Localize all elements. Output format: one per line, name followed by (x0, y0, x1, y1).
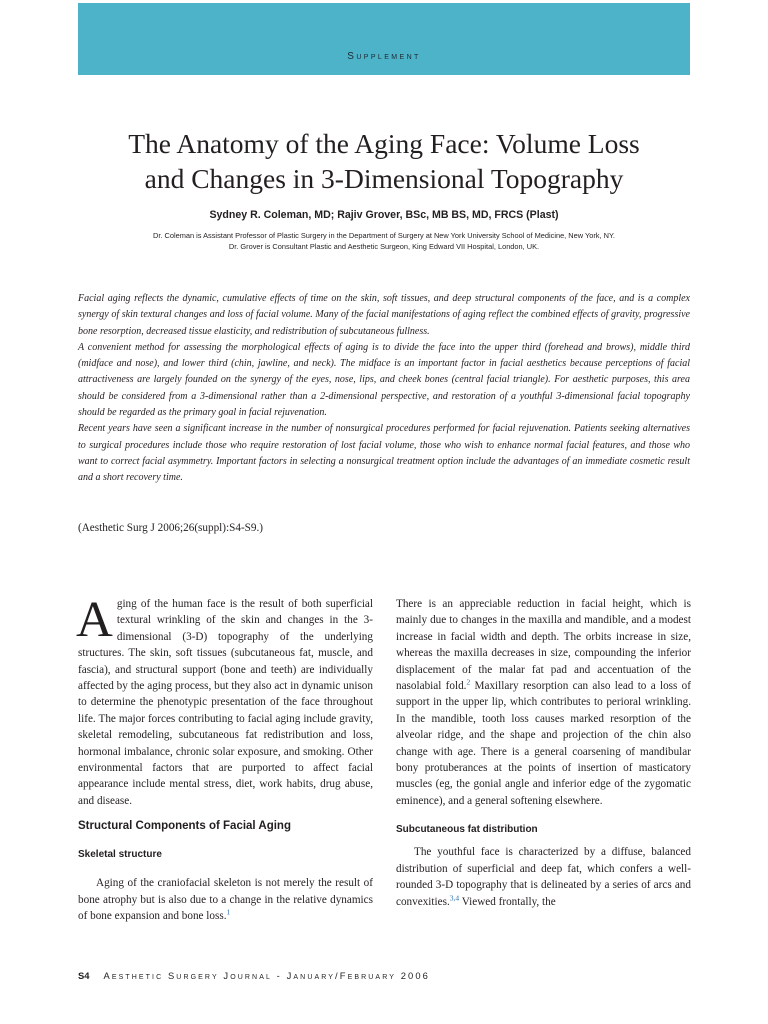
drop-cap: A (76, 592, 113, 648)
skeletal-paragraph-continued (396, 596, 691, 809)
fat-paragraph (396, 844, 691, 910)
abstract (78, 291, 690, 487)
skeletal-paragraph (78, 875, 373, 924)
author-list: Sydney R. Coleman, MD; Rajiv Grover, BSc, MB BS, MD, FRCS (Plast) (209, 209, 559, 221)
abstract-paragraph: A convenient method for assessing the morphological effects of aging is to divide the face into the upper third (forehead and brows), middle third (midface and nose), and lower third (chin, jawline, and neck). The midface is an important factor in facial aesthetics because perceptions of facial attractiveness are largely founded on the synergy of the eyes, nose, lips, and cheek bones (central facial triangle). For aesthetic purposes, this area should be considered from a 3-dimensional rather than a 2-dimensional perspective, and restoration of a youthful 3-dimensional facial topography should be regarded as the primary goal in facial rejuvenation. (78, 341, 690, 419)
reference-link[interactable]: 3,4 (449, 892, 460, 902)
section-label: Supplement (347, 51, 421, 62)
skeletal-text: Aging of the craniofacial skeleton is not merely the result of bone atrophy but is also due to a change in the relative dynamics of bone expansion and bone loss. (78, 877, 373, 923)
page-footer (78, 970, 430, 981)
title-line-2: and Changes in 3-Dimensional Topography (144, 163, 624, 194)
intro-paragraph (76, 592, 373, 809)
citation: (Aesthetic Surg J 2006;26(suppl):S4-S9.) (78, 522, 264, 534)
paragraph-text: There is an appreciable reduction in facial height, which is mainly due to changes in the maxilla and mandible, and a modest increase in facial width and depth. The orbits increase in size, whereas the maxilla decreases in size, compounding the inferior displacement of the malar fat pad and accentuation of the nasolabial fold. (396, 598, 691, 693)
journal-name: Aesthetic Surgery Journal - January/February 2006 (103, 970, 430, 981)
affiliation-coleman: Dr. Coleman is Assistant Professor of Plastic Surgery in the Department of Surgery at New York University School of Medicine, New York, NY. (153, 231, 615, 240)
reference-link[interactable]: 2 (466, 677, 471, 687)
subheading-skeletal: Skeletal structure (78, 849, 162, 861)
body-column-right (396, 596, 691, 910)
affiliation-grover: Dr. Grover is Consultant Plastic and Aesthetic Surgeon, King Edward VII Hospital, London, UK. (228, 242, 540, 251)
section-heading: Structural Components of Facial Aging (78, 820, 291, 833)
body-column-left (76, 592, 373, 925)
title-line-1: The Anatomy of the Aging Face: Volume Loss (128, 128, 640, 159)
page-number: S4 (78, 970, 90, 981)
reference-link[interactable]: 1 (226, 907, 231, 917)
abstract-paragraph: Recent years have seen a significant increase in the number of nonsurgical procedures performed for facial rejuvenation. Patients seeking alternatives to surgical procedures include those who require restoration of lost facial volume, those who wish to enhance normal facial features, and those who want to correct facial asymmetry. Important factors in selecting a nonsurgical treatment option include the advantages of an immediate cosmetic result and a short recovery time. (78, 423, 690, 484)
subheading-fat: Subcutaneous fat distribution (396, 824, 538, 836)
intro-text: ging of the human face is the result of both superficial textural wrinkling of the skin and changes in the 3-dimensional (3-D) topography of the underlying structures. The skin, soft tissues (subcutaneous fat, muscle, and fascia), and structural support (bone and teeth) are individually affected by the aging process, but they also act in dynamic unison to determine the phenotypic presentation of the face throughout life. The major forces contributing to facial aging include gravity, skeletal remodeling, subcutaneous fat redistribution and loss, hormonal imbalance, chronic solar exposure, and smoking. Other environmental factors that are purported to affect facial appearance include mental stress, diet, work habits, drug abuse, and disease. (78, 598, 373, 807)
paragraph-text: Viewed frontally, the (459, 895, 556, 908)
article-title (60, 126, 708, 196)
paragraph-text: Maxillary resorption can also lead to a loss of support in the upper lip, which contributes to perioral wrinkling. In the mandible, tooth loss causes marked resorption of the alveolar ridge, and the shape and projection of the chin also change with age. There is a general coarsening of mandibular bony protuberances at the points of insertion of masticatory muscles (eg, the gonial angle and inferior edge of the zygomatic eminence), and a general softening elsewhere. (396, 680, 691, 807)
paragraph-text: The youthful face is characterized by a diffuse, balanced distribution of superficial and deep fat, which confers a well-rounded 3-D topography that is delineated by a series of arcs and convexities. (396, 846, 691, 908)
abstract-paragraph: Facial aging reflects the dynamic, cumulative effects of time on the skin, soft tissues, and deep structural components of the face, and is a complex synergy of skin textural changes and loss of facial volume. Many of the facial manifestations of aging reflect the combined effects of gravity, progressive bone resorption, decreased tissue elasticity, and redistribution of subcutaneous fullness. (78, 293, 690, 337)
supplement-banner (78, 3, 690, 75)
